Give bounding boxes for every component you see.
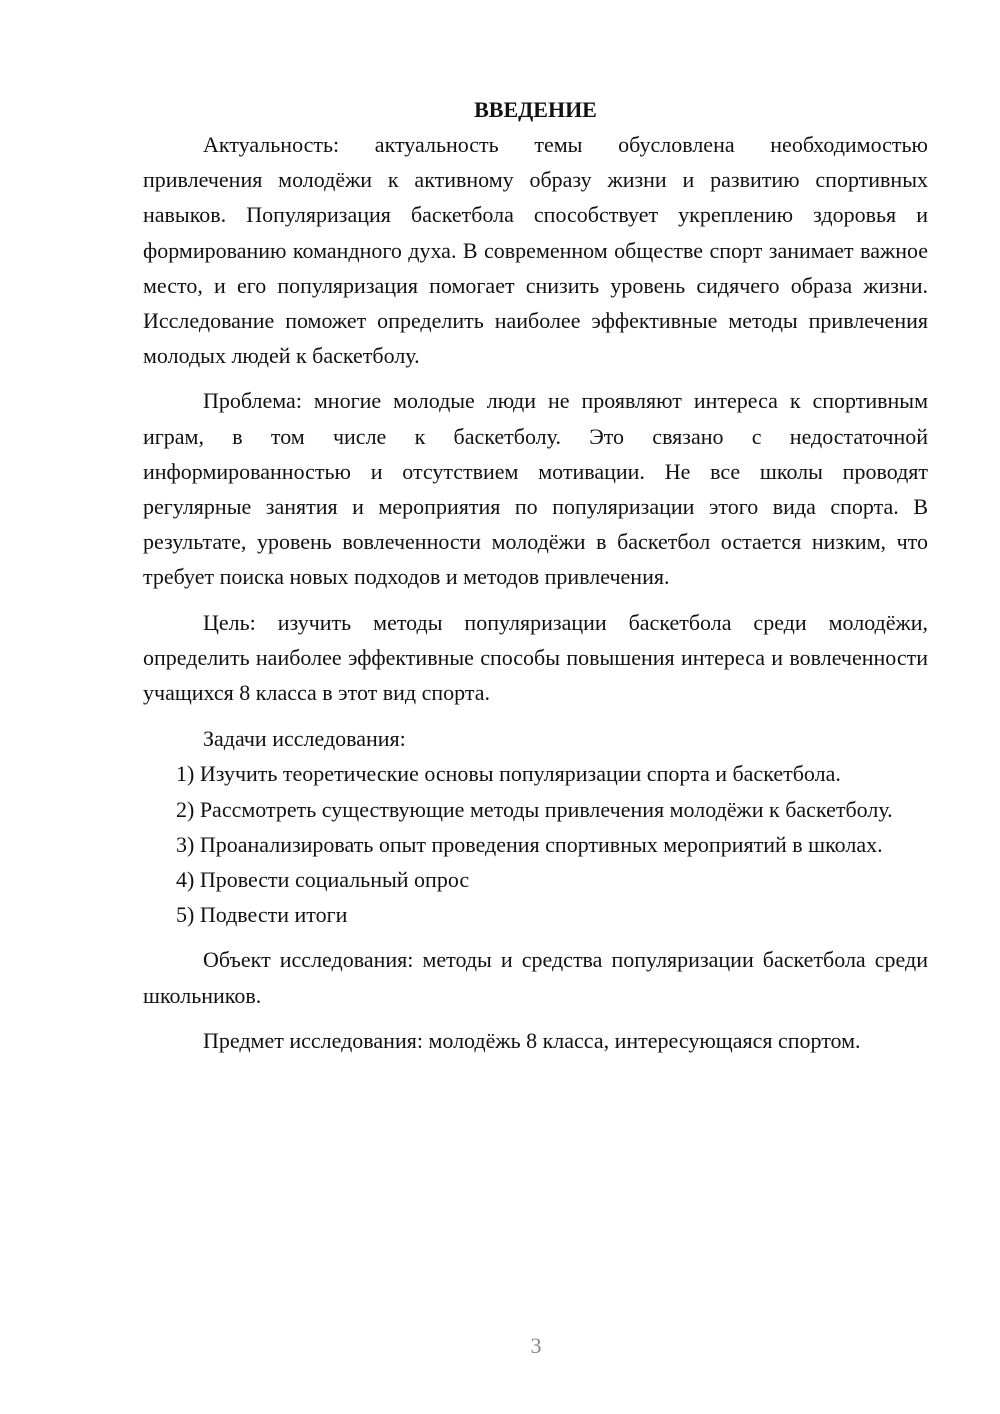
problem-paragraph: Проблема: многие молодые люди не проявляют интереса к спортивным играм, в том числе к баскетболу. Это связано с недостаточной информированностью и отсутствием мотивации. Не все школы проводят регулярные занятия и мероприятия по популяризации этого вида спорта. В результате, уровень вовлеченности молодёжи в баскетбол остается низким, что требует поиска новых подходов и методов привлечения. bbox=[143, 388, 928, 590]
section-heading: ВВЕДЕНИЕ bbox=[474, 97, 597, 122]
task-item-3: 3) Проанализировать опыт проведения спортивных мероприятий в школах. bbox=[176, 831, 883, 857]
page-number: 3 bbox=[530, 1333, 542, 1358]
relevance-paragraph: Актуальность: актуальность темы обусловлена необходимостью привлечения молодёжи к активному образу жизни и развитию спортивных навыков. Популяризация баскетбола способствует укреплению здоровья и формированию командного духа. В современном обществе спорт занимает важное место, и его популяризация помогает снизить уровень сидячего образа жизни. Исследование поможет определить наиболее эффективные методы привлечения молодых людей к баскетболу. bbox=[143, 132, 928, 369]
object-paragraph: Объект исследования: методы и средства популяризации баскетбола среди школьников. bbox=[143, 947, 928, 1008]
tasks-title: Задачи исследования: bbox=[203, 726, 406, 752]
task-item-2: 2) Рассмотреть существующие методы привлечения молодёжи к баскетболу. bbox=[176, 796, 893, 822]
task-item-4: 4) Провести социальный опрос bbox=[176, 867, 470, 893]
task-item-5: 5) Подвести итоги bbox=[176, 902, 348, 928]
document-page bbox=[143, 92, 928, 1058]
goal-paragraph: Цель: изучить методы популяризации баскетбола среди молодёжи, определить наиболее эффективные способы повышения интереса и вовлеченности учащихся 8 класса в этот вид спорта. bbox=[143, 609, 928, 706]
subject-paragraph: Предмет исследования: молодёжь 8 класса, интересующаяся спортом. bbox=[203, 1027, 861, 1053]
task-item-1: 1) Изучить теоретические основы популяризации спорта и баскетбола. bbox=[176, 761, 841, 787]
